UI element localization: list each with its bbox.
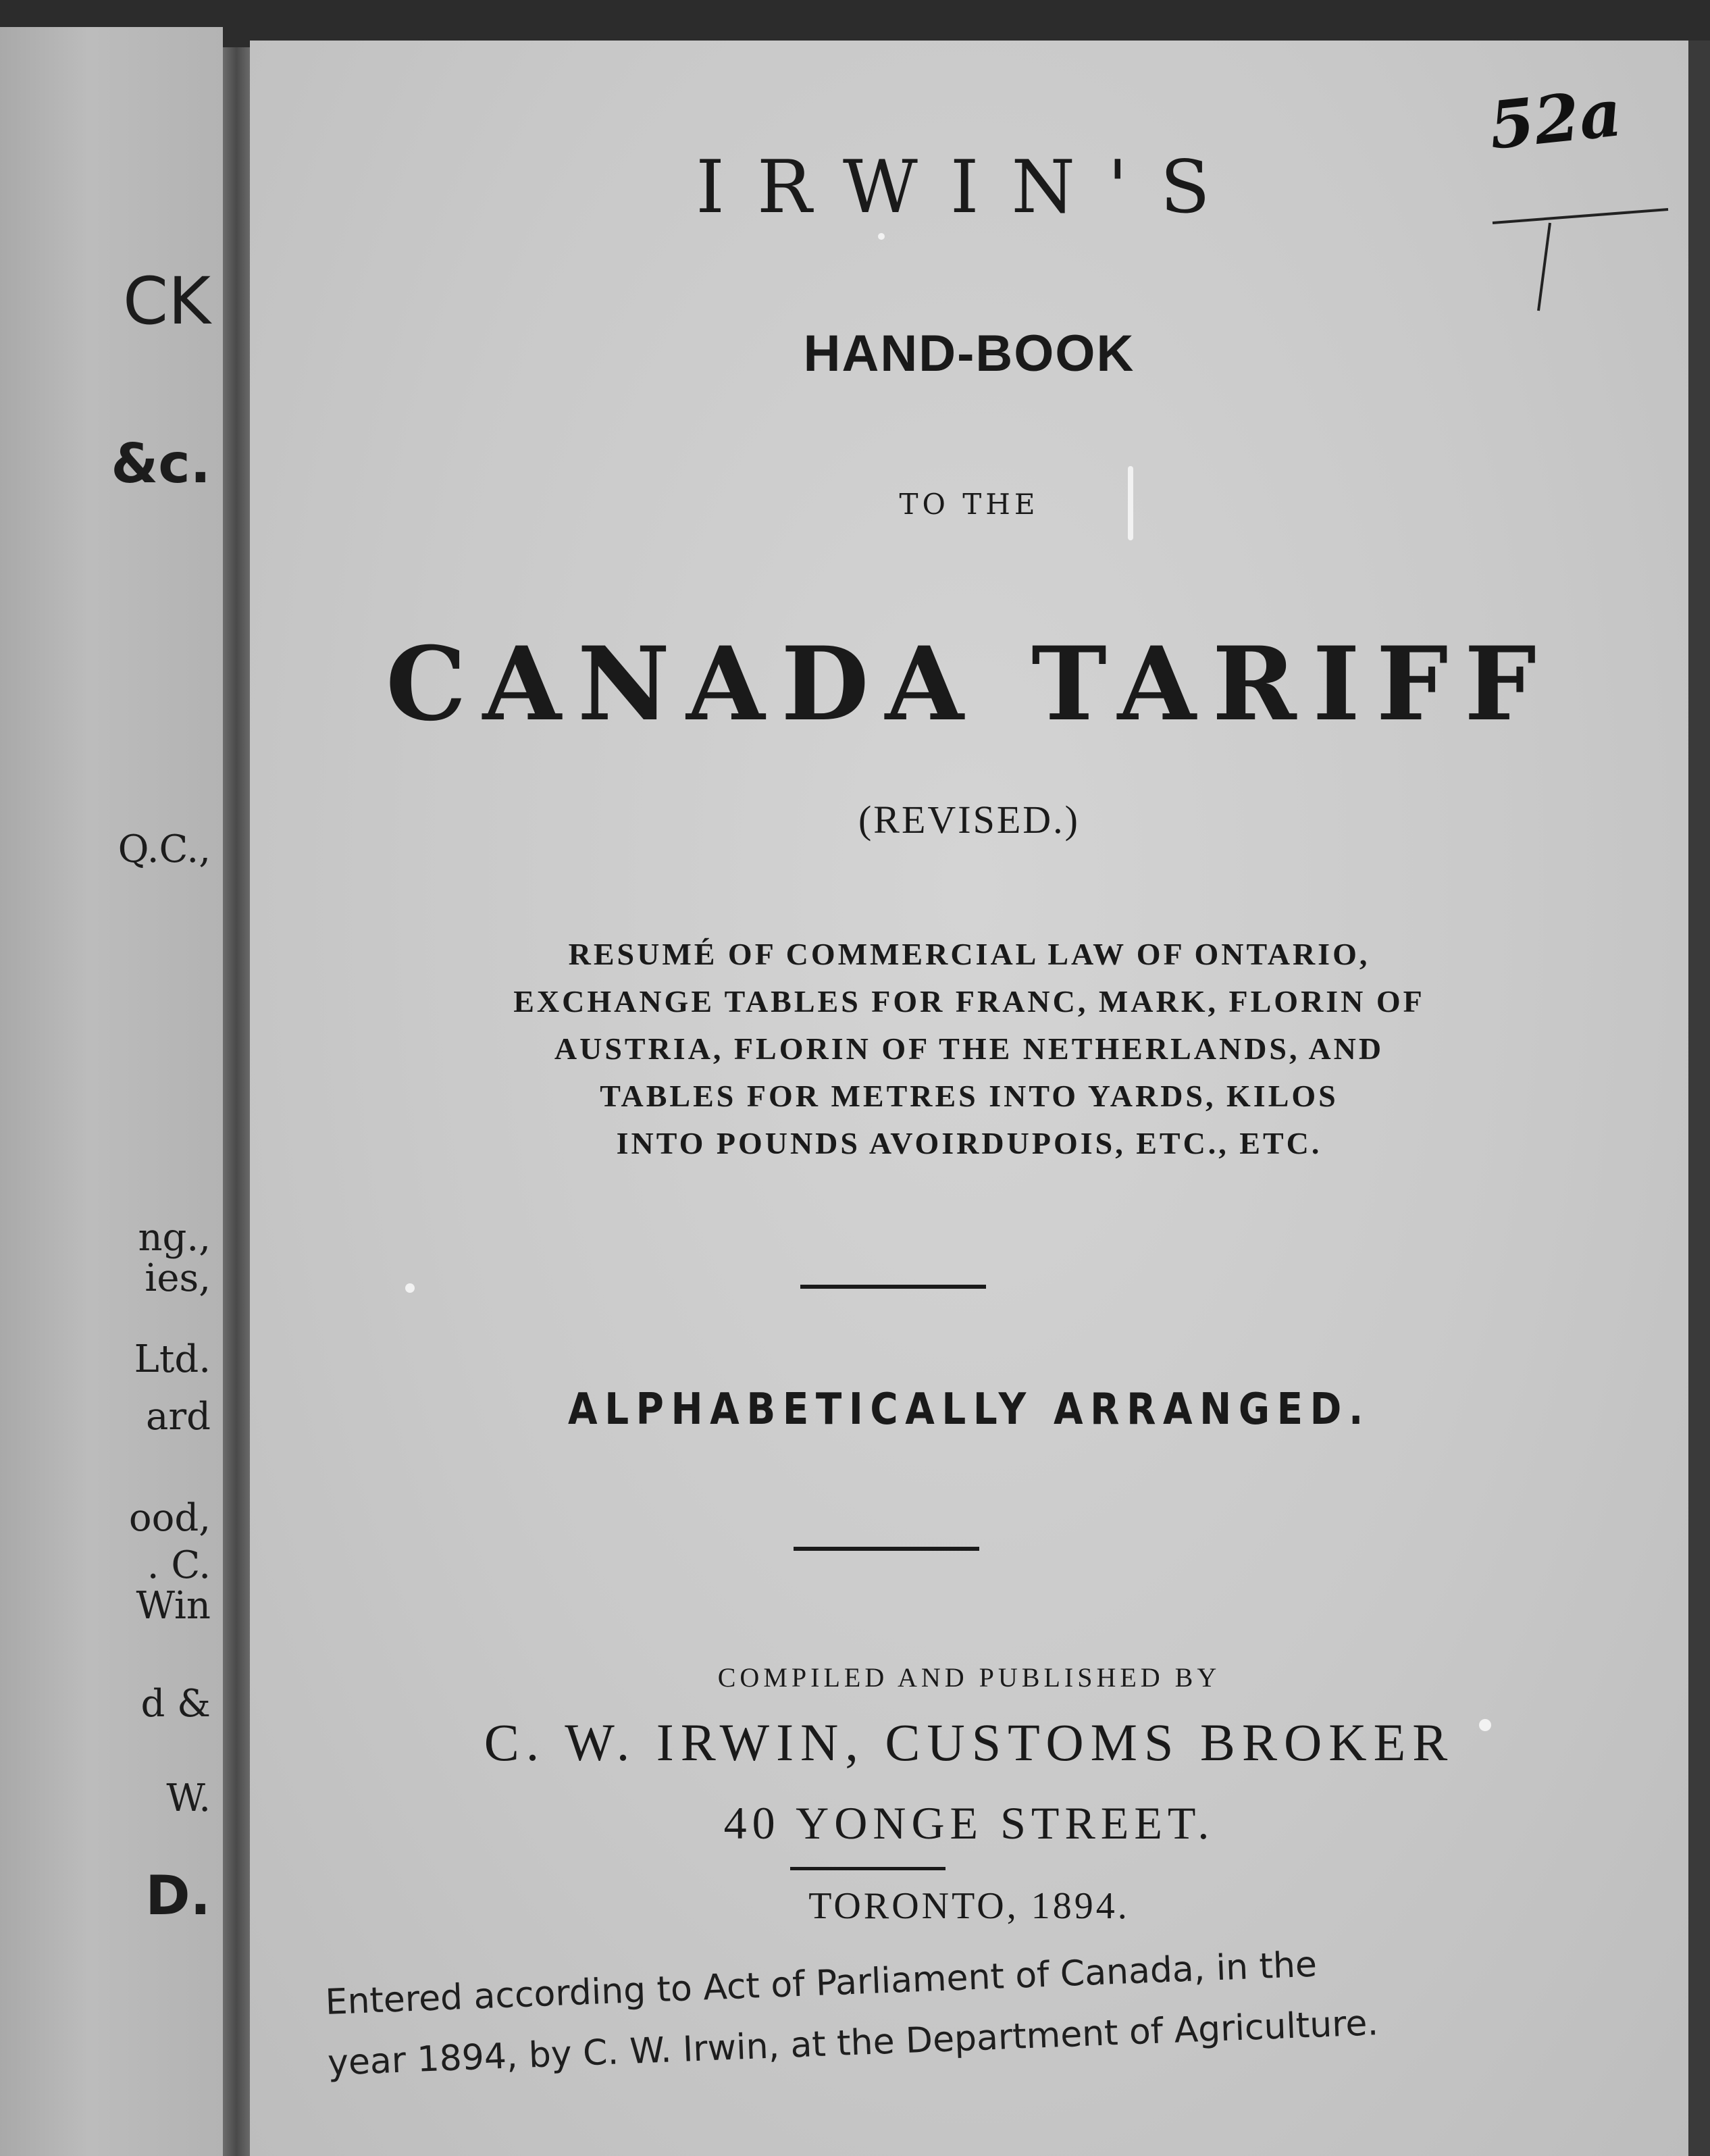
scan-speck <box>405 1283 415 1293</box>
previous-page-fragment <box>0 27 223 2156</box>
left-fragment: &c. <box>111 432 211 495</box>
left-fragment: Win <box>136 1584 211 1628</box>
divider-rule <box>790 1867 945 1870</box>
compiled-by: COMPILED AND PUBLISHED BY <box>717 1662 1221 1693</box>
subtitle-block <box>250 931 1688 1167</box>
subtitle-line: EXCHANGE TABLES FOR FRANC, MARK, FLORIN OF <box>513 984 1425 1019</box>
left-fragment: W. <box>166 1776 211 1820</box>
left-fragment: ood, <box>128 1496 211 1540</box>
place-and-date: TORONTO, 1894. <box>808 1885 1130 1927</box>
copyright-line: year 1894, by C. W. Irwin, at the Department of Agriculture. <box>327 2003 1380 2084</box>
scan-speck <box>878 233 885 240</box>
publisher-address: 40 YONGE STREET. <box>723 1797 1215 1849</box>
left-fragment: . C. <box>147 1543 211 1587</box>
left-fragment: ard <box>145 1395 211 1439</box>
scan-speck <box>1479 1719 1491 1731</box>
subtitle-line: TABLES FOR METRES INTO YARDS, KILOS <box>600 1079 1339 1113</box>
left-fragment: ng., <box>138 1216 211 1260</box>
book-title: IRWIN'S <box>696 145 1243 230</box>
publisher-name: C. W. IRWIN, CUSTOMS BROKER <box>484 1713 1455 1772</box>
to-the-text: TO THE <box>899 488 1039 521</box>
left-fragment: Ltd. <box>134 1337 211 1381</box>
left-fragment: CK <box>123 263 211 339</box>
handbook-heading: HAND-BOOK <box>803 325 1135 382</box>
page-edge <box>1688 41 1710 2156</box>
subtitle-line: INTO POUNDS AVOIRDUPOIS, ETC., ETC. <box>616 1126 1322 1160</box>
book-spine <box>223 47 250 2156</box>
divider-rule <box>794 1547 979 1551</box>
scan-speck <box>1128 466 1133 540</box>
revised-note: (REVISED.) <box>858 798 1080 842</box>
left-fragment: d & <box>140 1682 211 1726</box>
divider-rule <box>800 1285 986 1289</box>
handwritten-annotation: 52a <box>1485 74 1626 164</box>
subtitle-line: AUSTRIA, FLORIN OF THE NETHERLANDS, AND <box>554 1031 1384 1066</box>
copyright-line: Entered according to Act of Parliament of Canada, in the <box>324 1944 1318 2023</box>
main-title: CANADA TARIFF <box>386 625 1553 744</box>
left-fragment: Q.C., <box>118 827 211 871</box>
left-fragment: ies, <box>145 1256 211 1300</box>
subtitle-line: RESUMÉ OF COMMERCIAL LAW OF ONTARIO, <box>568 937 1370 971</box>
arranged-heading: ALPHABETICALLY ARRANGED. <box>568 1385 1370 1435</box>
left-fragment: D. <box>145 1864 211 1927</box>
